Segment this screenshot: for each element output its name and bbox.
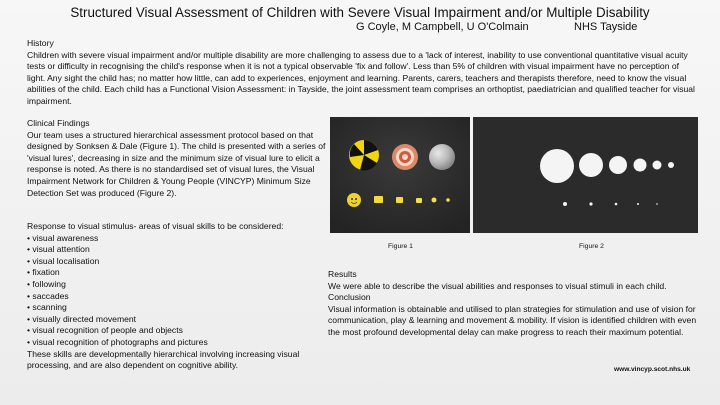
list-item: • visual recognition of people and objects: [27, 325, 327, 337]
list-item: • visual attention: [27, 244, 327, 256]
results-section: [328, 269, 700, 339]
figure-2-photo: [473, 117, 698, 233]
conclusion-heading: Conclusion: [328, 292, 371, 303]
results-text: We were able to describe the visual abilities and responses to visual stimuli in each child.: [328, 280, 667, 291]
visual-skills-footer: These skills are developmentally hierarchical involving increasing visual processing, and are also dependent on cognitive ability.: [27, 348, 300, 371]
history-text: Children with severe visual impairment and/or multiple disability are more challenging to assess due to a 'lack of interest, inability to use conventional quantitative visual acuity tests or difficulty in recognising the child's response when it is not a typical observable 'fix and follow'. Less than 5% of children with visual impairment have no perception of light. Any sight the child has; no matter how little, can add to experiences, enjoyment and learning. Parents, carers, teachers and therapists therefore, need to know the visual abilities of the child. Each child has a Functional Vision Assessment: in Tayside, the joint assessment team comprises an orthoptist, paediatrician and qualified teacher for visual impairment.: [27, 49, 695, 106]
visual-skills-heading: Response to visual stimulus- areas of visual skills to be considered:: [27, 221, 284, 231]
figure-2-caption: Figure 2: [579, 243, 604, 250]
list-item: • following: [27, 279, 327, 291]
history-heading: History: [27, 38, 54, 48]
list-item: • scanning: [27, 302, 327, 314]
conclusion-text: Visual information is obtainable and utilised to plan strategies for stimulation and use of vision for communication, play & learning and movement & mobility. If vision is identified children with even the most profound developmental delay can make progress to reach their maximum potential.: [328, 303, 697, 337]
authors: G Coyle, M Campbell, U O'Colmain: [356, 21, 529, 33]
figure-1-caption: Figure 1: [388, 243, 413, 250]
list-item: • visual localisation: [27, 256, 327, 268]
red-spiral-ball: [392, 144, 418, 170]
clinical-heading: Clinical Findings: [27, 118, 90, 128]
list-item: • visual recognition of photographs and pictures: [27, 337, 327, 349]
clinical-text: Our team uses a structured hierarchical assessment protocol based on that designed by Sonksen & Dale (Figure 1). The child is presented with a series of 'visual lures', decreasing in size and the minimum size of visual lure to elicit a response is noted. As there is no standardised set of visual lures, the Visual Impairment Network for Children & Young People (VINCYP) Minimum Size Detection Set was produced (Figure 2).: [27, 129, 326, 198]
visual-skills-section: [27, 221, 327, 372]
poster-title: Structured Visual Assessment of Children with Severe Visual Impairment and/or Multiple Disability: [70, 5, 650, 20]
history-section: [27, 38, 695, 108]
list-item: • visual awareness: [27, 233, 327, 245]
list-item: • fixation: [27, 267, 327, 279]
website-url: www.vincyp.scot.nhs.uk: [614, 366, 691, 373]
figure-1-photo: [330, 117, 470, 233]
organisation: NHS Tayside: [574, 21, 638, 33]
clinical-findings-section: [27, 118, 327, 199]
silver-ball: [429, 144, 455, 170]
visual-skills-list: [27, 233, 327, 349]
list-item: • saccades: [27, 291, 327, 303]
results-heading: Results: [328, 269, 357, 279]
list-item: • visually directed movement: [27, 314, 327, 326]
